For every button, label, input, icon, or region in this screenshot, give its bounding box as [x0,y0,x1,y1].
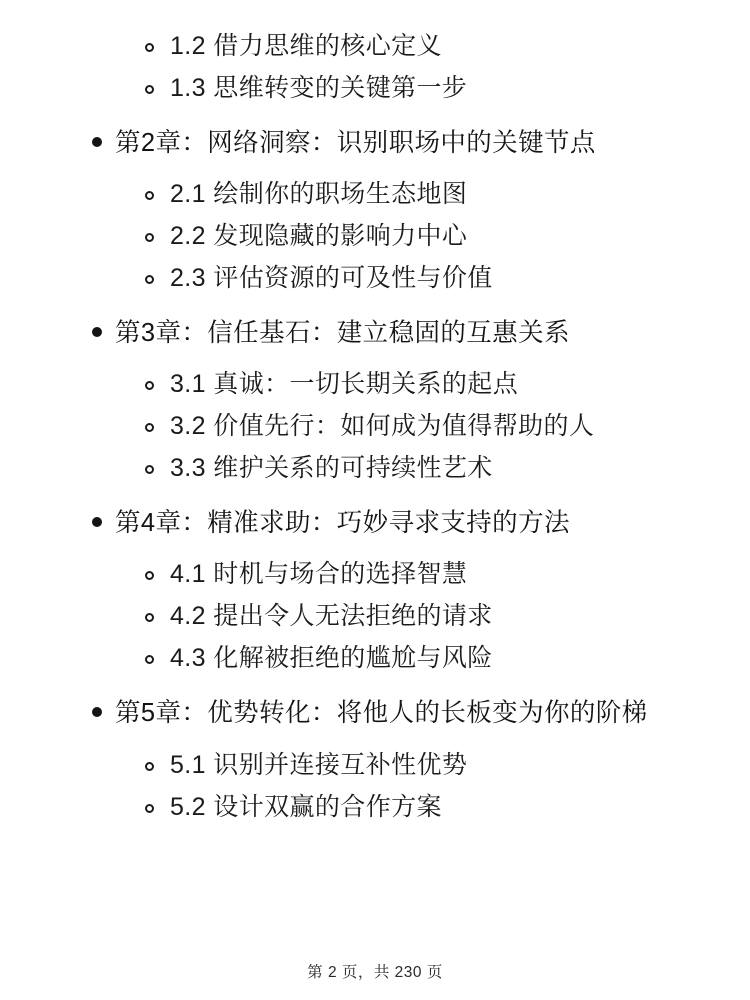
list-item[interactable] [60,266,690,291]
hollow-bullet-icon [145,233,154,242]
hollow-bullet-icon [145,571,154,580]
list-item[interactable] [60,792,690,821]
list-item[interactable] [60,224,690,249]
toc-entry-label: 5.1 识别并连接互补性优势 [170,750,468,779]
filled-bullet-icon [92,707,102,717]
toc-entry-label: 2.1 绘制你的职场生态地图 [170,180,468,209]
toc-chapter-label: 第4章：精准求助：巧妙寻求支持的方法 [115,509,570,538]
toc-sub-list [60,750,690,821]
toc-chapter-entry[interactable] [60,697,690,730]
toc-entry-label: 2.3 评估资源的可及性与价值 [170,264,493,293]
list-item[interactable] [60,182,690,207]
hollow-bullet-icon [145,85,154,94]
list-item[interactable] [60,750,690,779]
toc-chapter-label: 第5章：优势转化：将他人的长板变为你的阶梯 [115,699,648,728]
toc-chapter-entry[interactable] [60,317,690,350]
hollow-bullet-icon [145,804,154,813]
toc-sub-list [60,562,690,671]
list-item[interactable] [60,414,690,439]
toc-entry-label: 3.3 维护关系的可持续性艺术 [170,454,493,483]
page-footer: 第 2 页，共 230 页 [307,964,443,981]
toc-chapter-label: 第2章：网络洞察：识别职场中的关键节点 [115,129,596,157]
toc-chapter-group [60,127,690,291]
hollow-bullet-icon [145,655,154,664]
hollow-bullet-icon [145,275,154,284]
toc-sub-list [60,372,690,481]
toc-entry-label: 3.1 真诚：一切长期关系的起点 [170,370,519,399]
list-item[interactable] [60,456,690,481]
toc-chapter-entry[interactable] [60,507,690,540]
list-item[interactable] [60,562,690,587]
toc-entry-label: 2.2 发现隐藏的影响力中心 [170,222,468,251]
toc-entry-label: 1.3 思维转变的关键第一步 [170,74,468,102]
hollow-bullet-icon [145,423,154,432]
toc-chapter-group [60,317,690,481]
hollow-bullet-icon [145,191,154,200]
hollow-bullet-icon [145,613,154,622]
toc-entry-label: 4.1 时机与场合的选择智慧 [170,560,468,589]
toc-chapter-entry[interactable] [60,127,690,160]
filled-bullet-icon [92,137,102,147]
hollow-bullet-icon [145,381,154,390]
hollow-bullet-icon [145,465,154,474]
hollow-bullet-icon [145,762,154,771]
toc-chapter-group [60,507,690,671]
filled-bullet-icon [92,517,102,527]
toc-sub-list-top [60,34,690,101]
list-item[interactable] [60,604,690,629]
list-item[interactable] [60,646,690,671]
toc-entry-label: 3.2 价值先行：如何成为值得帮助的人 [170,412,595,441]
filled-bullet-icon [92,327,102,337]
toc-sub-list [60,182,690,291]
toc-entry-label: 1.2 借力思维的核心定义 [170,32,442,60]
toc-entry-label: 4.2 提出令人无法拒绝的请求 [170,602,493,631]
toc-entry-label: 4.3 化解被拒绝的尴尬与风险 [170,644,493,673]
toc-entry-label: 5.2 设计双赢的合作方案 [170,792,442,821]
list-item[interactable] [60,34,690,59]
hollow-bullet-icon [145,43,154,52]
toc-chapter-label: 第3章：信任基石：建立稳固的互惠关系 [115,319,570,348]
toc-chapter-group [60,697,690,819]
list-item[interactable] [60,76,690,101]
list-item[interactable] [60,372,690,397]
